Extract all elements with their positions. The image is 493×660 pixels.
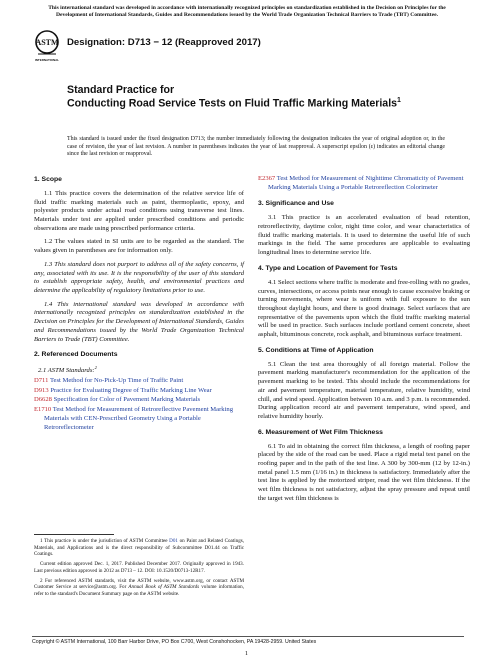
footnotes (34, 538, 244, 601)
para-1-1: 1.1 This practice covers the determination of the relative service life of fluid traffic marking materials such as paint, thermoplastic, epoxy, and polyester products under actual road conditions using transverse test lines. Materials under test are applied under prescribed conditions and periodic observations are made using prescribed performance criteria. (34, 189, 244, 232)
left-column (34, 176, 244, 433)
section-references-heading: 2. Referenced Documents (34, 351, 118, 359)
reference-title-link[interactable]: Specification for Color of Pavement Marking Materials (53, 396, 201, 404)
reference-item[interactable] (34, 396, 244, 405)
reference-title-link[interactable]: Test Method for Measurement of Retroreflective Pavement Marking Materials with CEN-Prescribed Geometry Using a Portable Retroreflectometer (44, 406, 234, 431)
reference-code-link[interactable]: D711 (34, 377, 49, 385)
footnote-2-book-title: Annual Book of ASTM Standards (128, 584, 200, 591)
para-5-1: 5.1 Clean the test area thoroughly of all foreign material. Follow the pavement marking manufacturer's recommendation for the application of the pavement marking to be tested. This should include the recommendations for air and pavement temperature, material temperature, relative humidity, wind chill, and wind speed. Application between 10 a.m. and 3 p.m. is recommended. During application record air and pavement temperature, wind speed, and relative humidity hourly. (258, 360, 470, 420)
para-1-2: 1.2 The values stated in SI units are to be regarded as the standard. The values given in parentheses are for information only. (34, 238, 244, 255)
para-4-1: 4.1 Select sections where traffic is moderate and free-rolling with no grades, curves, intersections, or access points near enough to cause excessive braking or turning movements, where wear is uniform with full exposure to the sun throughout daylight hours, and there is good drainage. Select surfaces that are representative of the pavements upon which the fluid traffic marking material will be used in practice. Such surfaces include portland cement concrete, sheet asphalt, bituminous concrete, rock asphalt, and bituminous surface treatment. (258, 278, 470, 339)
reference-title-link[interactable]: Practice for Evaluating Degree of Traffic Marking Line Wear (50, 386, 212, 394)
section-film-thickness-heading: 6. Measurement of Wet Film Thickness (258, 428, 383, 436)
astm-standards-subheading (38, 365, 244, 376)
right-column (258, 175, 470, 509)
standard-issuance-note: This standard is issued under the fixed designation D713; the number immediately following the designation indicates the year of original adoption or, in the case of revision, the year of last revision. A number in parentheses indicates the year of last reapproval. A superscript epsilon (ε) indicates an editorial change since the last revision or reapproval. (67, 136, 445, 158)
section-pavement-heading: 4. Type and Location of Pavement for Tests (258, 264, 398, 272)
title-footnote-marker: 1 (397, 96, 401, 104)
designation: Designation: D713 − 12 (Reapproved 2017) (67, 37, 261, 48)
section-scope-heading: 1. Scope (34, 176, 62, 183)
reference-code-link[interactable]: E1710 (34, 406, 52, 414)
title-line-2 (67, 97, 447, 110)
para-6-1: 6.1 To aid in obtaining the correct film thickness, a length of roofing paper placed by the side of the road can be used. Place a rigid metal test panel on the roofing paper and in the path of the test line. A 300 by 300-mm (12 by 12-in.) metal panel 1.5 mm (1/16 in.) in thickness is satisfactory. Immediately after the test line is applied by the motorized striper, read the wet film thickness. If the wet film thickness is not satisfactory, adjust the spray pressure and repeat until the target wet film thickness is (258, 442, 470, 502)
reference-code-link[interactable]: E2367 (258, 175, 276, 182)
reference-item[interactable] (34, 377, 244, 386)
svg-text:INTERNATIONAL: INTERNATIONAL (34, 58, 60, 62)
copyright-line: Copyright © ASTM International, 100 Barr Harbor Drive, PO Box C700, West Conshohocken, PA 19428-2959. United States (32, 639, 317, 645)
footnote-divider (34, 534, 114, 535)
section-conditions-heading: 5. Conditions at Time of Application (258, 346, 374, 354)
footnote-2-text-cont: volume information, refer to the standard's Document Summary page on the ASTM website. (34, 584, 244, 598)
astm-international-logo (34, 30, 60, 66)
title-block (67, 84, 447, 110)
reference-item[interactable] (258, 175, 470, 192)
title-line-1: Standard Practice for (67, 84, 175, 96)
svg-text:ASTM: ASTM (35, 38, 59, 47)
header-notice: This international standard was developed in accordance with internationally recognized principles on standardization established in the Decision on Principles for the Development of International Standards, Guides and Recommendations issued by the World Trade Organization Technical Barriers to Trade (TBT) Committee. (48, 5, 446, 18)
committee-d01-link[interactable]: D01 (169, 538, 178, 544)
section-significance-heading: 3. Significance and Use (258, 200, 334, 208)
reference-title-link[interactable]: Test Method for Measurement of Nighttime Chromaticity of Pavement Marking Materials Using a Portable Retroreflection Colorimeter (268, 175, 464, 191)
title-main: Conducting Road Service Tests on Fluid Traffic Marking Materials (67, 97, 398, 110)
footnote-1-edition: Current edition approved Dec. 1, 2017. Published December 2017. Originally approved in 1943. Last previous edition approved in 2012 as D713 – 12. DOI: 10.1520/D0713-12R17. (34, 561, 244, 574)
astm-standards-footnote-marker: 2 (94, 365, 97, 371)
footer-divider (32, 636, 464, 637)
footnote-2-text: 2 For referenced ASTM standards, visit the ASTM website, www.astm.org, or contact ASTM Customer Service at service@astm.org. For (34, 577, 244, 591)
page-number: 1 (244, 650, 249, 657)
para-1-3: 1.3 This standard does not purport to address all of the safety concerns, if any, associated with its use. It is the responsibility of the user of this standard to establish appropriate safety, health, and environmental practices and determine the applicability of regulatory limitations prior to use. (34, 260, 244, 294)
reference-item[interactable] (34, 406, 244, 432)
reference-title-link[interactable]: Test Method for No-Pick-Up Time of Traffic Paint (49, 377, 184, 385)
astm-standards-label: 2.1 ASTM Standards: (38, 367, 95, 375)
footnote-1 (34, 538, 244, 558)
reference-code-link[interactable]: D6628 (34, 396, 52, 404)
footnote-2 (34, 578, 244, 598)
para-1-4: 1.4 This international standard was developed in accordance with internationally recognized principles on standardization established in the Decision on Principles for the Development of International Standards, Guides and Recommendations issued by the World Trade Organization Technical Barriers to Trade (TBT) Committee. (34, 300, 244, 343)
reference-code-link[interactable]: D913 (34, 386, 49, 394)
footnote-1-text-cont: on Paint and Related Coatings, Materials, and Applications and is the direct responsibility of Subcommittee D01.44 on Traffic Coatings. (34, 538, 244, 558)
footnote-1-text: 1 This practice is under the jurisdiction of ASTM Committee (40, 538, 170, 544)
reference-item[interactable] (34, 387, 244, 396)
para-3-1: 3.1 This practice is an accelerated evaluation of bead retention, retroreflectivity, daytime color, night time color, and wear characteristics of fluid traffic marking materials. It is used to determine the useful life of such markings in the field. The same procedures are applicable to evaluating longitudinal lines to determine service life. (258, 214, 470, 257)
